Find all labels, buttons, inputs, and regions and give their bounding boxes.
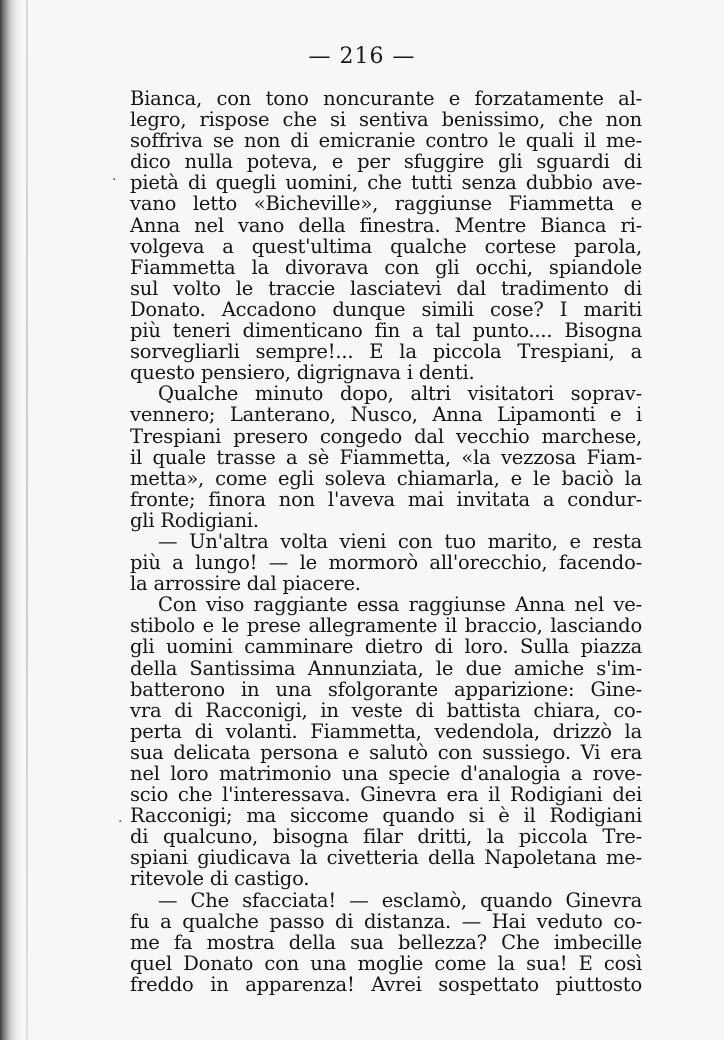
text-line: Racconigi; ma siccome quando si è il Rodigiani <box>130 804 642 828</box>
text-line: sorvegliarli sempre!... E la piccola Trespiani, a <box>130 340 642 364</box>
page-number: — 216 — <box>308 44 416 69</box>
text-line: ritevole di castigo. <box>130 867 310 891</box>
text-line: quel Donato con una moglie come la sua! E così <box>130 951 642 975</box>
text-line: perta di volanti. Fiammetta, vedendola, drizzò la <box>130 719 642 743</box>
text-line: Trespiani presero congedo dal vecchio marchese, <box>130 424 642 448</box>
text-line: gli uomini camminare dietro di loro. Sulla piazza <box>130 635 642 659</box>
text-line: Bianca, con tono noncurante e forzatamente al- <box>130 87 642 110</box>
margin-speck: · <box>112 172 117 188</box>
text-line: sua delicata persona e salutò con sussiego. Vi era <box>130 740 642 764</box>
text-line: vennero; Lanterano, Nusco, Anna Lipamonti e i <box>130 403 642 427</box>
text-line: più a lungo! — le mormorò all'orecchio, facendo- <box>130 551 642 575</box>
text-line: della Santissima Annunziata, le due amiche s'im- <box>130 656 642 680</box>
text-line: la arrossire dal piacere. <box>130 572 361 596</box>
text-line: Fiammetta la divorava con gli occhi, spiandole <box>130 255 642 279</box>
text-line: Donato. Accadono dunque simili cose? I mariti <box>130 297 642 321</box>
text-line: Con viso raggiante essa raggiunse Anna nel ve- <box>158 593 642 617</box>
text-line: più teneri dimenticano fin a tal punto.... Bisogna <box>130 319 642 343</box>
text-line: nel loro matrimonio una specie d'analogia a rove- <box>130 762 642 785</box>
text-line: vano letto «Bicheville», raggiunse Fiammetta e <box>130 192 642 216</box>
text-line: pietà di quegli uomini, che tutti senza dubbio ave- <box>130 171 642 195</box>
text-line: il quale trasse a sè Fiammetta, «la vezzosa Fiam- <box>130 445 642 469</box>
text-line: vra di Racconigi, in veste di battista chiara, co- <box>130 698 642 722</box>
spine-shadow <box>0 0 22 1040</box>
text-line: sul volto le traccie lasciatevi dal tradimento di <box>130 276 642 300</box>
text-line: soffriva se non di emicranie contro le quali il me- <box>130 129 642 153</box>
text-line: Qualche minuto dopo, altri visitatori soprav- <box>158 382 642 406</box>
text-line: fu a qualche passo di distanza. — Hai veduto co- <box>130 909 642 933</box>
text-line: Anna nel vano della finestra. Mentre Bianca ri- <box>130 213 642 237</box>
text-line: stibolo e le prese allegramente il braccio, lasciando <box>130 614 642 638</box>
text-line: volgeva a quest'ultima qualche cortese parola, <box>130 234 642 258</box>
text-line: batterono in una sfolgorante apparizione: Gine- <box>130 677 642 701</box>
text-line: dico nulla poteva, e per sfuggire gli sguardi di <box>130 150 642 174</box>
text-line: questo pensiero, digrignava i denti. <box>130 361 475 385</box>
text-line: metta», come egli soleva chiamarla, e le baciò la <box>130 466 642 490</box>
text-line: — Che sfacciata! — esclamò, quando Ginevra <box>158 888 642 912</box>
text-line: fronte; finora non l'aveva mai invitata a condur- <box>130 487 642 511</box>
margin-speck: · <box>118 814 123 830</box>
text-line: me fa mostra della sua bellezza? Che imbecille <box>130 930 642 954</box>
text-line: spiani giudicava la civetteria della Napoletana me- <box>130 846 642 870</box>
text-line: freddo in apparenza! Avrei sospettato piuttosto <box>130 972 642 996</box>
text-line: di qualcuno, bisogna filar dritti, la piccola Tre- <box>130 825 642 849</box>
body-text <box>130 88 642 995</box>
text-line: scio che l'interessava. Ginevra era il Rodigiani dei <box>130 783 642 807</box>
text-line: — Un'altra volta vieni con tuo marito, e resta <box>158 529 642 553</box>
spine-line <box>26 0 28 1040</box>
text-line: gli Rodigiani. <box>130 508 259 532</box>
text-line: legro, rispose che si sentiva benissimo, che non <box>130 108 642 132</box>
